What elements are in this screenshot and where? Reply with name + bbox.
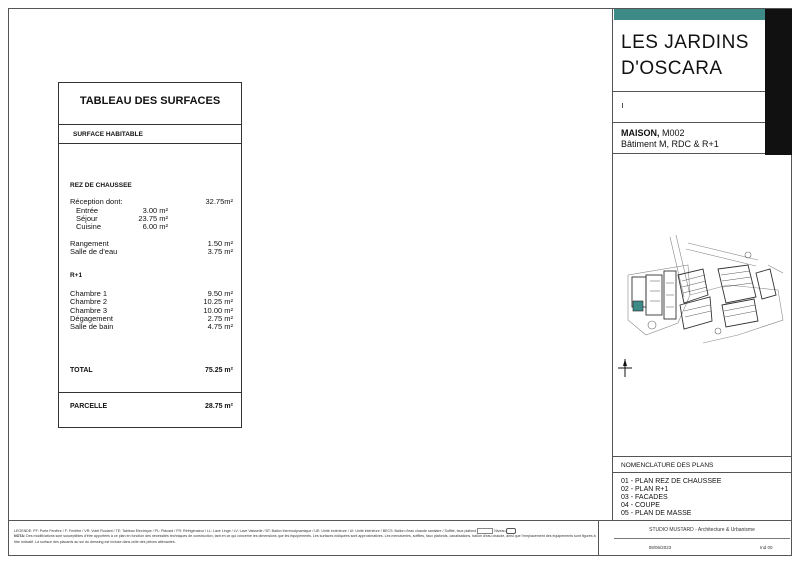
table-separator bbox=[58, 124, 242, 125]
sub-row-label: Séjour bbox=[76, 214, 98, 223]
row-value: 4.75 m² bbox=[207, 322, 233, 331]
parcelle-label: PARCELLE bbox=[70, 403, 108, 410]
row-label: Chambre 2 bbox=[70, 297, 108, 306]
nomenclature-line bbox=[613, 472, 792, 473]
legend-text bbox=[14, 528, 596, 545]
plan-item: 01 - PLAN REZ DE CHAUSSEE bbox=[621, 478, 722, 485]
tick-mark bbox=[622, 103, 623, 108]
rdc-heading: REZ DE CHAUSSEE bbox=[70, 182, 132, 189]
studio-label: STUDIO MUSTARD - Architecture & Urbanisme bbox=[649, 527, 755, 533]
legend-divider bbox=[8, 520, 792, 521]
legend-swatch bbox=[477, 528, 493, 534]
row-value: 1.50 m² bbox=[207, 239, 233, 248]
nomenclature-line bbox=[613, 456, 792, 457]
niveau-icon bbox=[506, 528, 516, 534]
legend-line: LEGENDE: PF: Porte Fenêtre / F: Fenêtre / VR: Volet Roulant / TE: Tableau Electrique / PL: Placard / FR: Réfrigérateur / LL: Lave Linge / LV: Lave Vaisselle / BT: Ballon thermodynamique / UE: Unité extérieure / UI: Unité intérieure / BECS: Ballon d'eau chaude sanitaire / Soffite, faux plafond bbox=[14, 528, 477, 533]
reception-label: Réception dont: bbox=[70, 197, 123, 206]
total-label: TOTAL bbox=[70, 367, 93, 374]
sub-row-label: Cuisine bbox=[76, 222, 102, 231]
row-label: Rangement bbox=[70, 239, 109, 248]
table-title: TABLEAU DES SURFACES bbox=[79, 95, 221, 107]
r1-heading: R+1 bbox=[70, 272, 83, 279]
row-value: 10.25 m² bbox=[203, 297, 233, 306]
index-label: Ind 00 bbox=[760, 545, 773, 550]
table-separator bbox=[58, 392, 242, 393]
table-separator bbox=[58, 143, 242, 144]
total-value: 75.25 m² bbox=[204, 367, 233, 374]
row-value: 2.75 m² bbox=[207, 314, 233, 323]
sub-row-value: 23.75 m² bbox=[138, 214, 168, 223]
nota-text: Des modifications sont susceptibles d'être apportées à ce plan en fonction des nécessités techniques de construction, tant en ce qui concerne les dimensions que les équipements. Les surfaces indiquées sont approximatives. Les menuiseries, soffites, faux plafonds, canalisations, ballon d'eau chaude, ainsi que l'emplacement des équipements sont figurés à titre indicatif. La surface des placards au sol du dressing est incluse dans celle des pièces attenantes. bbox=[14, 534, 596, 544]
site-plan bbox=[618, 225, 788, 360]
row-label: Dégagement bbox=[70, 314, 113, 323]
row-label: Chambre 1 bbox=[70, 289, 108, 298]
niveau-label: Niveau bbox=[494, 528, 506, 533]
row-value: 10.00 m² bbox=[203, 306, 233, 315]
black-tab bbox=[765, 9, 792, 155]
plan-item: 02 - PLAN R+1 bbox=[621, 486, 669, 493]
legend-divider-vertical bbox=[598, 520, 599, 556]
nota-label: NOTA: bbox=[14, 534, 26, 539]
parcelle-value: 28.75 m² bbox=[204, 403, 233, 410]
reception-value: 32.75m² bbox=[205, 197, 233, 206]
sub-row-value: 6.00 m² bbox=[142, 222, 168, 231]
project-title bbox=[621, 30, 763, 82]
row-label: Salle de d'eau bbox=[70, 247, 118, 256]
batiment-label: Bâtiment M, RDC & R+1 bbox=[621, 139, 719, 149]
north-arrow-icon bbox=[617, 358, 633, 378]
plan-item: 03 - FACADES bbox=[621, 494, 668, 501]
row-value: 3.75 m² bbox=[207, 247, 233, 256]
project-title-line2: D'OSCARA bbox=[621, 58, 723, 79]
row-label: Salle de bain bbox=[70, 322, 114, 331]
project-title-line1: LES JARDINS bbox=[621, 32, 749, 53]
nomenclature-title: NOMENCLATURE DES PLANS bbox=[621, 462, 714, 469]
plan-item: 04 - COUPE bbox=[621, 502, 660, 509]
cartouche-line bbox=[613, 153, 765, 154]
row-label: Chambre 3 bbox=[70, 306, 108, 315]
cartouche-divider bbox=[612, 8, 613, 520]
date-label: 08/06/2023 bbox=[648, 545, 672, 550]
row-value: 9.50 m² bbox=[207, 289, 233, 298]
table-subtitle: SURFACE HABITABLE bbox=[73, 131, 143, 138]
maison-label bbox=[621, 128, 719, 150]
cartouche-line bbox=[613, 122, 765, 123]
studio-line bbox=[614, 538, 790, 539]
cartouche-line bbox=[613, 91, 765, 92]
maison-bold: MAISON, bbox=[621, 128, 660, 138]
plan-item: 05 - PLAN DE MASSE bbox=[621, 510, 692, 517]
maison-code: M002 bbox=[659, 128, 685, 138]
sub-row-value: 3.00 m² bbox=[142, 206, 168, 215]
sub-row-label: Entrée bbox=[76, 206, 99, 215]
